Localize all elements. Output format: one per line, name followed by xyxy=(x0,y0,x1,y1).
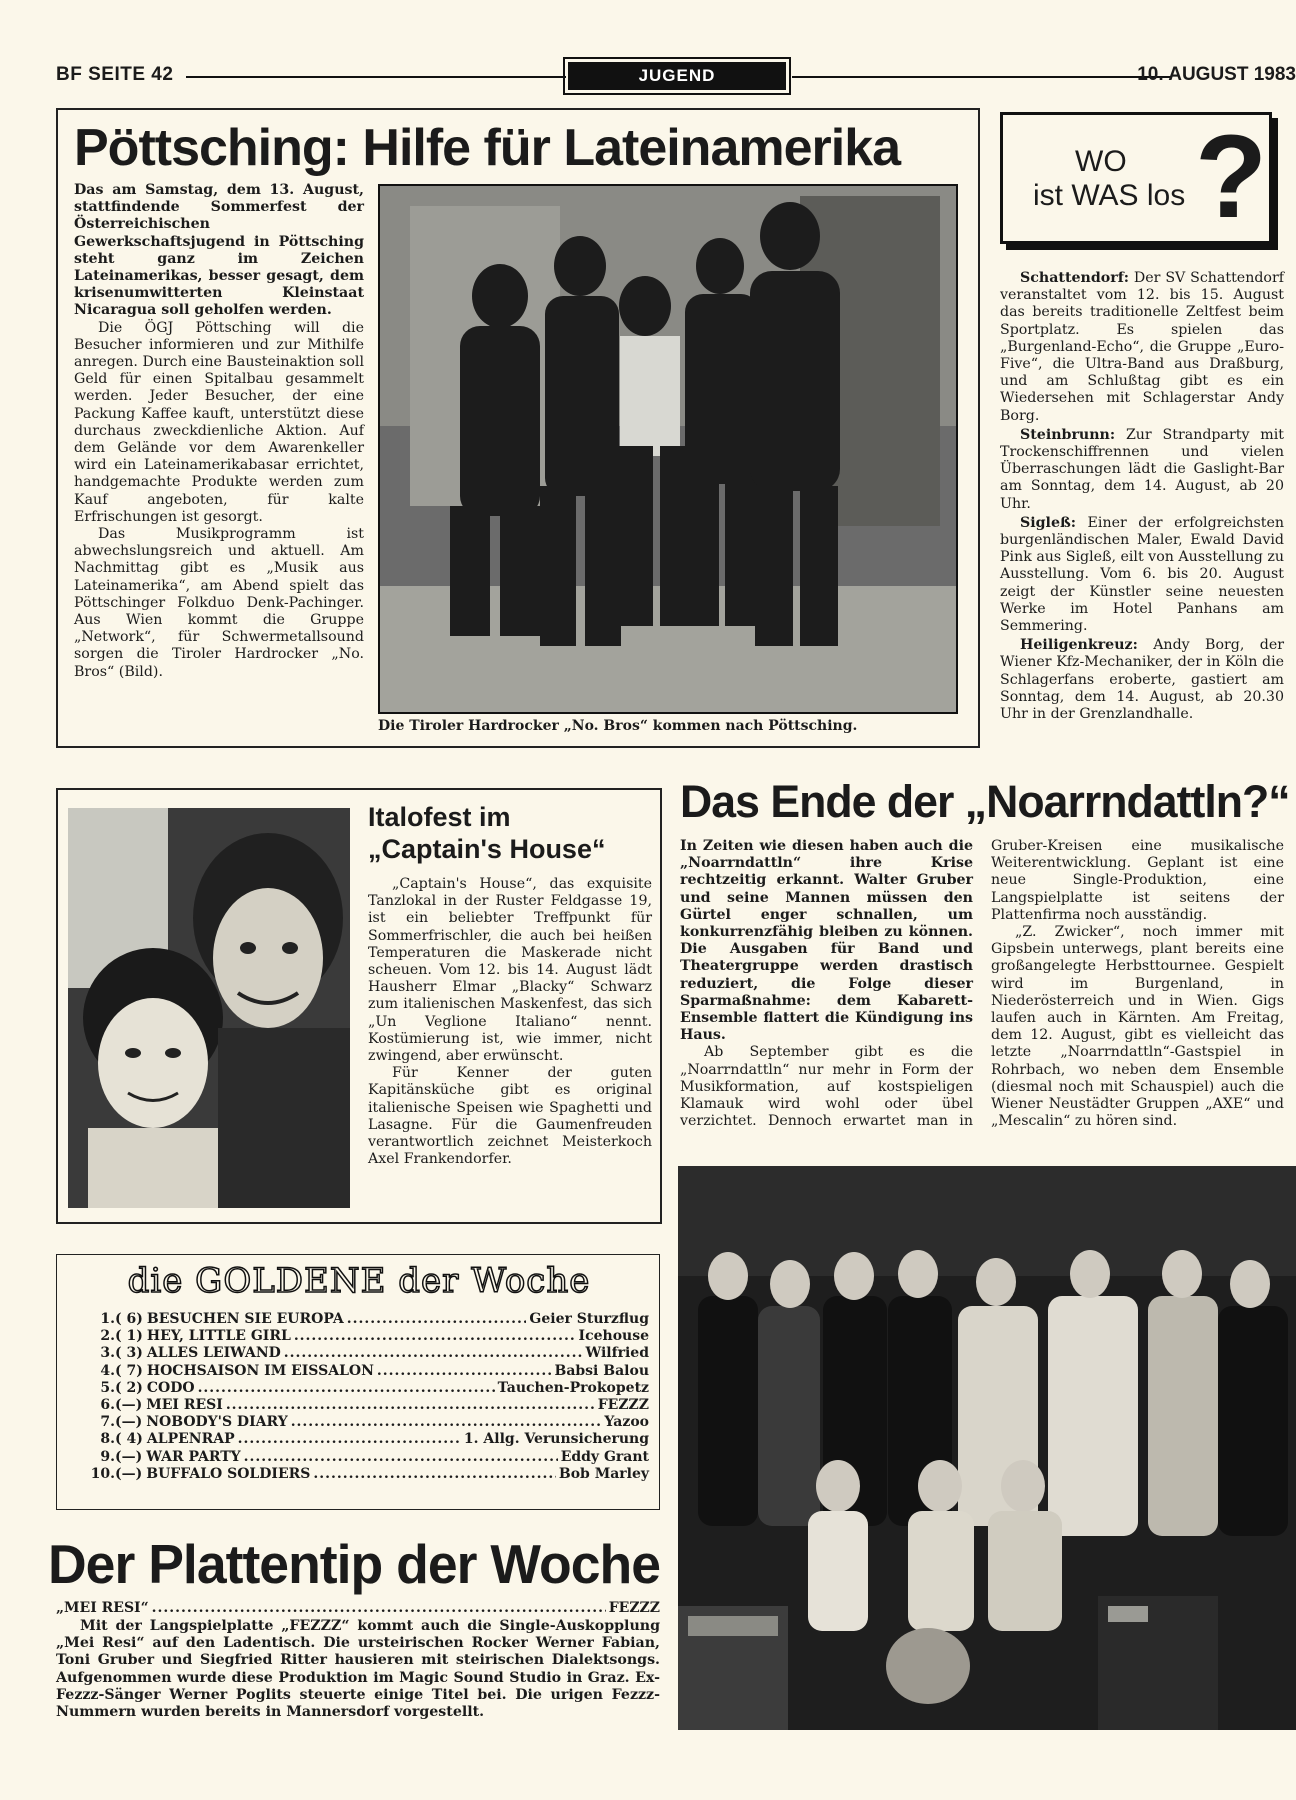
chart-previous-rank: (—) xyxy=(115,1414,143,1431)
chart-entry xyxy=(65,1328,649,1345)
chart-rank: 3. xyxy=(100,1345,115,1362)
plattentip-artist: FEZZZ xyxy=(608,1600,660,1616)
mask-photo-image xyxy=(68,808,350,1208)
chart-previous-rank: ( 1) xyxy=(115,1328,143,1345)
event-place: Steinbrunn: xyxy=(1020,426,1116,443)
chart-song-title: NOBODY'S DIARY xyxy=(146,1414,288,1431)
chart-previous-rank: ( 6) xyxy=(115,1311,143,1327)
chart-song-title: BESUCHEN SIE EUROPA xyxy=(146,1311,344,1327)
chart-song-title: ALLES LEIWAND xyxy=(146,1345,281,1362)
issue-date: 10. AUGUST 1983 xyxy=(1137,64,1296,85)
photo-caption: Die Tiroler Hardrocker „No. Bros“ kommen nach Pöttsching. xyxy=(378,718,858,734)
chart-entry xyxy=(65,1431,649,1448)
dot-leader xyxy=(284,1345,583,1362)
article-paragraph: Die ÖGJ Pöttsching will die Besucher informieren und zur Mithilfe anregen. Durch eine Bausteinaktion soll Geld für einen Spitalbau gesammelt werden. Jeder Besucher, der eine Packung Kaffee kauft, unterstützt diese durchaus zweckdienliche Aktion. Auf dem Gelände vor dem Awarenkeller wird ein Lateinamerikabasar errichtet, handgemachte Produkte werden zum Kauf angeboten, für kalte Erfrischungen ist gesorgt. xyxy=(74,319,364,525)
chart-previous-rank: (—) xyxy=(115,1397,143,1414)
chart-rank: 1. xyxy=(100,1311,115,1327)
article-body xyxy=(74,182,364,681)
noarrndattln-body xyxy=(680,838,1284,1158)
chart-artist: 1. Allg. Verunsicherung xyxy=(463,1431,649,1448)
question-mark: ? xyxy=(1195,111,1268,243)
dot-leader xyxy=(347,1311,527,1328)
event-item xyxy=(1000,637,1284,723)
chart-rank: 9. xyxy=(100,1448,115,1465)
article-lead: Das am Samstag, dem 13. August, stattfindende Sommerfest der Österreichischen Gewerkschaftsjugend in Pöttsching steht ganz im Zeichen Lateinamerikas, besser gesagt, dem krisenumwitterten Kleinstaat Nicaragua soll geholfen werden. xyxy=(74,182,364,319)
chart-entry xyxy=(65,1345,649,1362)
chart-song-title: WAR PARTY xyxy=(146,1448,241,1465)
chart-previous-rank: ( 7) xyxy=(115,1362,143,1379)
plattentip-text: Mit der Langspielplatte „FEZZZ“ kommt auch die Single-Auskopplung „Mei Resi“ auf den Ladentisch. Die ursteirischen Rocker Werner Fabian, Toni Gruber und Siegfried Ritter hausieren mit steirischen Dialektsongs. Aufgenommen wurde diese Produktion im Magic Sound Studio in Graz. Ex-Fezzz-Sänger Werner Poglits steuerte einige Titel bei. Die urigen Fezzz-Nummern wurden bereits in Mannersdorf vorgestellt. xyxy=(56,1618,660,1721)
chart-artist: Eddy Grant xyxy=(560,1448,649,1465)
chart-song-title: ALPENRAP xyxy=(146,1431,235,1448)
chart-previous-rank: ( 3) xyxy=(115,1345,143,1362)
event-text: Der SV Schattendorf veranstaltet vom 12. bis 15. August das bereits traditionelle Zeltfest beim Sportplatz. Es spielen das „Burgenland-Echo“, die Gruppe „Euro-Five“, die Ultra-Band aus Draßburg, und am Schlußtag gibt es ein Wiedersehen mit Schlagerstar Andy Borg. xyxy=(1000,270,1284,424)
mask-photo xyxy=(68,808,350,1208)
chart-rank: 4. xyxy=(100,1362,115,1379)
plattentip-song-row xyxy=(56,1600,660,1617)
wo-label: WO xyxy=(1075,145,1127,178)
chart-entry xyxy=(65,1380,649,1397)
italofest-paragraph: „Captain's House“, das exquisite Tanzlokal in der Ruster Feldgasse 19, ist ein beliebter Treffpunkt für Sommerfrischler, die auch bei heißen Temperaturen die Maskerade nicht scheuen. Vom 12. bis 14. August lädt Hausherr Elmar „Blacky“ Schwarz zum italienischen Maskenfest, das sich „Un Veglione Italiano“ nennt. Kostümierung ist, wie immer, nicht zwingend, aber erwünscht. xyxy=(368,876,652,1065)
italofest-headline-line1: Italofest im xyxy=(368,802,511,832)
events-column xyxy=(1000,270,1284,725)
chart-song-title: BUFFALO SOLDIERS xyxy=(146,1465,311,1482)
ist-was-los-label: ist WAS los xyxy=(1033,179,1186,212)
chart-artist: Yazoo xyxy=(604,1414,649,1431)
noarrndattln-photo-image xyxy=(678,1166,1296,1730)
chart-artist: Geier Sturzflug xyxy=(529,1311,649,1327)
chart-song-title: CODO xyxy=(146,1379,195,1396)
chart-rank: 10. xyxy=(90,1465,115,1482)
chart-song-title: HEY, LITTLE GIRL xyxy=(146,1328,291,1345)
chart-previous-rank: (—) xyxy=(115,1448,143,1465)
chart-rank: 7. xyxy=(100,1414,115,1431)
band-photo-image xyxy=(380,186,956,712)
dot-leader xyxy=(198,1380,495,1397)
header-rule-right xyxy=(792,76,1172,78)
chart-artist: FEZZZ xyxy=(597,1397,649,1414)
noarrndattln-photo xyxy=(678,1166,1296,1730)
chart-song-title: MEI RESI xyxy=(146,1397,223,1414)
chart-previous-rank: ( 4) xyxy=(115,1431,143,1448)
dot-leader xyxy=(291,1414,602,1431)
dot-leader xyxy=(238,1431,461,1448)
chart-rank: 8. xyxy=(100,1431,115,1448)
dot-leader xyxy=(152,1600,606,1617)
chart-artist: Icehouse xyxy=(578,1328,649,1345)
article-paragraph: Das Musikprogramm ist abwechslungsreich und aktuell. Am Nachmittag gibt es „Musik aus Lateinamerika“, am Abend spielt das Pöttschinger Folkduo Denk-Pachinger. Aus Wien kommt die Gruppe „Network“, für Schwermetallsound sorgen die Tiroler Hardrocker „No. Bros“ (Bild). xyxy=(74,526,364,680)
chart-artist: Tauchen-Prokopetz xyxy=(497,1379,649,1396)
chart-entry xyxy=(65,1397,649,1414)
chart-rank: 2. xyxy=(100,1328,115,1345)
event-item xyxy=(1000,427,1284,513)
article-poettsching xyxy=(56,108,980,748)
event-text: Andy Borg, der Wiener Kfz-Mechaniker, der in Köln die Schlagerfans eroberte, gastiert am Sonntag, dem 14. August, ab 20.30 Uhr in der Grenzlandhalle. xyxy=(1000,637,1284,723)
header-rule-left xyxy=(186,76,566,78)
chart-artist: Wilfried xyxy=(585,1345,649,1362)
chart-artist: Babsi Balou xyxy=(554,1362,649,1379)
plattentip-song: „MEI RESI“ xyxy=(56,1600,149,1616)
event-item xyxy=(1000,515,1284,635)
chart-previous-rank: ( 2) xyxy=(115,1379,143,1396)
chart-rank: 6. xyxy=(100,1397,115,1414)
chart-entry xyxy=(65,1466,649,1483)
goldene-chart-box xyxy=(56,1254,660,1510)
chart-entry xyxy=(65,1311,649,1328)
chart-artist: Bob Marley xyxy=(558,1465,649,1482)
chart-song-title: HOCHSAISON IM EISSALON xyxy=(146,1362,374,1379)
event-place: Schattendorf: xyxy=(1020,270,1130,286)
event-text: Einer der erfolgreichsten burgenländischen Maler, Ewald David Pink aus Sigleß, eilt von Ausstellung zu Ausstellung. Vom 6. bis 20. August zeigt der Künstler seine neuesten Werke im Hotel Panhans am Semmering. xyxy=(1000,514,1284,635)
dot-leader xyxy=(377,1363,552,1380)
event-place: Heiligenkreuz: xyxy=(1020,637,1138,654)
article-italofest xyxy=(56,788,662,1224)
chart-previous-rank: (—) xyxy=(115,1465,143,1482)
chart-title: die GOLDENE der Woche xyxy=(127,1261,591,1301)
italofest-paragraph: Für Kenner der guten Kapitänsküche gibt es original italienische Speisen wie Spaghetti und Lasagne. Für die Gaumenfreuden verantwortlich zeichnet Meisterkoch Axel Frankendorfer. xyxy=(368,1065,652,1168)
dot-leader xyxy=(313,1466,555,1483)
chart-rank: 5. xyxy=(100,1379,115,1396)
event-item xyxy=(1000,270,1284,425)
chart-entry xyxy=(65,1414,649,1431)
wo-ist-was-los-box xyxy=(1000,112,1272,244)
event-place: Sigleß: xyxy=(1020,514,1076,531)
band-photo xyxy=(378,184,958,714)
dot-leader xyxy=(294,1328,576,1345)
noarrndattln-lead: In Zeiten wie diesen haben auch die „Noarrndattln“ ihre Krise rechtzeitig erkannt. Walter Gruber und seine Mannen müssen den Gürtel enger schnallen, um konkurrenzfähig bleiben zu können. Die Ausgaben für Band und Theatergruppe werden drastisch reduziert, die Folge dieser Sparmaßnahme: dem Kabarett-Ensemble flattert die Kündigung ins Haus. xyxy=(680,838,973,1044)
plattentip-headline: Der Plattentip der Woche xyxy=(48,1533,660,1595)
chart-entry xyxy=(65,1363,649,1380)
noarrndattln-paragraph: „Z. Zwicker“, noch immer mit Gipsbein unterwegs, plant bereits eine großangelegte Herbsttournee. Gespielt wird im Burgenland, in Niederösterreich und in Wien. Gigs laufen auch in Kärnten. Am Freitag, dem 12. August, gibt es vielleicht das letzte „Noarrndattln“-Gastspiel in Rohrbach, wo neben dem Ensemble (diesmal noch mit Schauspiel) auch die Wiener Neustädter Gruppen „AXE“ und „Mescalin“ zu hören sind. xyxy=(991,924,1284,1130)
italofest-headline-line2: „Captain's House“ xyxy=(368,834,606,864)
italofest-body xyxy=(368,876,652,1168)
event-text: Zur Strandparty mit Trockenschiffrennen und vielen Überraschungen lädt die Gaslight-Bar am Sonntag, dem 14. August, ab 20 Uhr. xyxy=(1000,426,1284,512)
article-headline: Pöttsching: Hilfe für Lateinamerika xyxy=(74,119,901,177)
dot-leader xyxy=(244,1449,558,1466)
page-header xyxy=(56,62,1296,92)
noarrndattln-paragraph: Ab September gibt es die „Noarrndattln“ nur mehr in Form der Musikformation, auf kostspieligen Klamauk wird wohl oder übel verzichtet. Dennoch erwartet man in Gruber-Kreisen eine musikalische Weiterentwicklung. Geplant ist eine neue Single-Produktion, eine Langspielplatte ist seitens der Plattenfirma noch ausständig. xyxy=(680,838,1284,1130)
page-number: BF SEITE 42 xyxy=(56,64,174,85)
section-label: JUGEND xyxy=(568,62,786,90)
noarrndattln-headline: Das Ende der „Noarrndattln?“ xyxy=(680,776,1290,827)
chart-entry xyxy=(65,1449,649,1466)
dot-leader xyxy=(226,1397,595,1414)
chart-list xyxy=(65,1311,649,1483)
